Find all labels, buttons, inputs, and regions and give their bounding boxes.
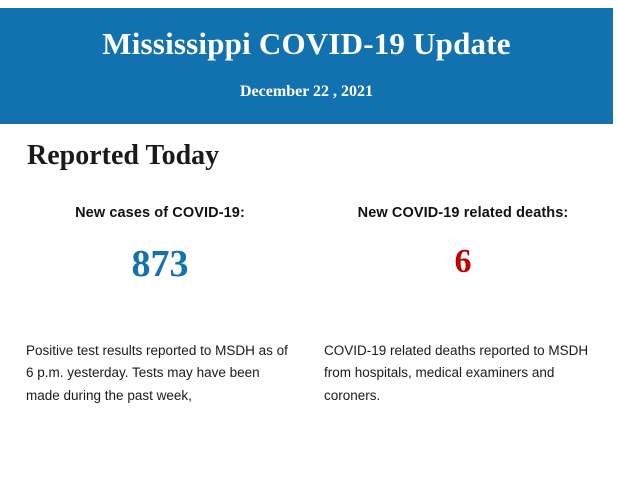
stat-new-deaths [310, 205, 620, 283]
page-title: Mississippi COVID-19 Update [102, 26, 511, 61]
header-banner [0, 8, 613, 124]
note-new-deaths: COVID-19 related deaths reported to MSDH from hospitals, medical examiners and coroners. [324, 343, 589, 403]
stat-new-deaths-value: 6 [454, 243, 472, 280]
stat-new-cases-value: 873 [131, 243, 189, 285]
stat-new-deaths-label: New COVID-19 related deaths: [357, 205, 569, 221]
stat-new-cases-label: New cases of COVID-19: [75, 205, 245, 221]
stat-new-cases [0, 205, 310, 283]
stats-row [0, 205, 620, 283]
report-date: December 22 , 2021 [240, 83, 373, 100]
section-heading: Reported Today [27, 140, 220, 171]
notes-row [0, 340, 620, 407]
note-new-cases: Positive test results reported to MSDH as of 6 p.m. yesterday. Tests may have been made during the past week, [26, 343, 288, 403]
